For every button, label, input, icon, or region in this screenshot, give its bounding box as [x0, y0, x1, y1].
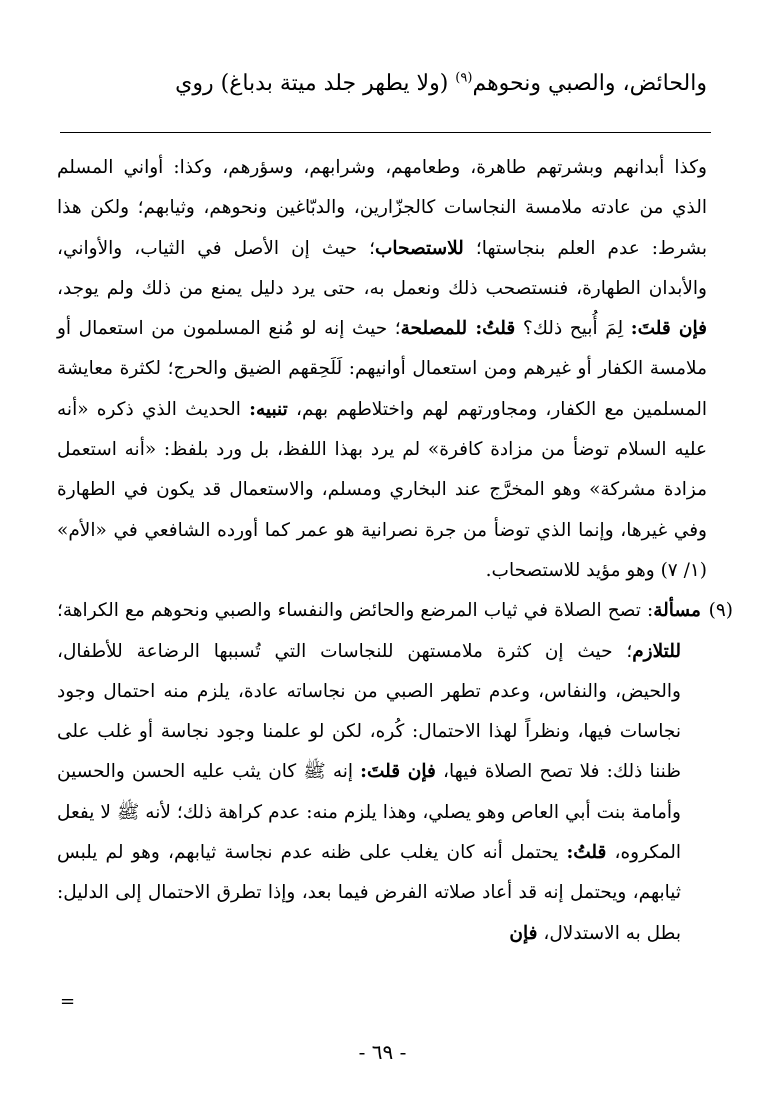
bold-term-tanbih: تنبيه:	[249, 398, 288, 420]
footnote-9: (٩) مسألة: تصح الصلاة في ثياب المرضع والحائض والنفساء والصبي ونحوهم مع الكراهة؛ للتلازم؛ حيث إن كثرة ملامستهن للنجاسات التي تُسببها الرضاعة للأطفال، والحيض، والنفاس، وعدم تطهر الصبي من نجاساته عادة، يلزم منه احتمال وجود نجاسات فيها، ونظراً لهذا الاحتمال: كُره، لكن لو علمنا وجود نجاسة أو غلب على ظننا ذلك: فلا تصح الصلاة فيها، فإن قلتَ: إنه ﷺ كان يثب عليه الحسن والحسين وأمامة بنت أبي العاص وهو يصلي، وهذا يلزم منه: عدم كراهة ذلك؛ لأنه ﷺ لا يفعل المكروه، قلتُ: يحتمل أنه كان يغلب على ظنه عدم نجاسة ثيابهم، وهو لم يلبس ثيابهم، ويحتمل إنه قد أعاد صلاته الفرض فيما بعد، وإذا تطرق الاحتمال إلى الدليل: بطل به الاستدلال، فإن	[57, 600, 733, 944]
main-text-line	[55, 64, 707, 104]
footnote-text: وكذا أبدانهم وبشرتهم طاهرة، وطعامهم، وشرابهم، وسؤرهم، وكذا: أواني المسلم الذي من عادته ملامسة النجاسات كالجزّارين، والدبّاغين ونحوهم، وثيابهم؛ ولكن هذا بشرط: عدم العلم بنجاستها؛	[57, 157, 707, 259]
footnotes-section	[57, 148, 733, 954]
main-text-before: والحائض، والصبي ونحوهم	[472, 71, 707, 96]
footnote-reference: (٩)	[455, 70, 473, 86]
bold-term-qultu: قلتُ:	[475, 318, 516, 340]
footnote-text: ؛ حيث إن كثرة ملامستهن للنجاسات التي تُسببها الرضاعة للأطفال، والحيض، والنفاس، وعدم تطهر الصبي من نجاساته عادة، يلزم منه احتمال وجود نجاسات فيها، ونظراً لهذا الاحتمال: كُره، لكن لو علمنا وجود نجاسة أو غلب على ظننا ذلك: فلا تصح الصلاة فيها،	[57, 640, 681, 783]
bold-term-in: فإن	[509, 922, 538, 944]
footnote-text: ؛ حيث إن الأصل في الثياب، والأواني، والأبدان الطهارة، فنستصحب ذلك ونعمل به، حتى يرد دليل يمنع من ذلك ولم يوجد،	[57, 237, 707, 299]
main-text-after: (ولا يطهر جلد ميتة بدباغ) روي	[175, 71, 456, 96]
footnote-text: ؛ حيث إنه لو مُنع المسلمون من استعمال أو ملامسة الكفار أو غيرهم ومن استعمال أوانيهم: لَلَحِقهم الضيق والحرج؛ لكثرة معايشة المسلمين مع الكفار، ومجاورتهم لهم واختلاطهم بهم،	[57, 318, 707, 420]
footnote-text: لِمَ أُبيح ذلك؟	[515, 318, 631, 340]
footnote-text: إنه ﷺ كان يثب عليه الحسن والحسين وأمامة بنت أبي العاص وهو يصلي، وهذا يلزم منه: عدم كراهة ذلك؛ لأنه ﷺ لا يفعل المكروه،	[57, 761, 682, 864]
footnote-continuation	[57, 148, 707, 591]
footnote-text: يحتمل أنه كان يغلب على ظنه عدم نجاسة ثيابهم، وهو لم يلبس ثيابهم، ويحتمل إنه قد أعاد صلاته الفرض فيما بعد، وإذا تطرق الاحتمال إلى الدليل: بطل به الاستدلال،	[57, 842, 681, 944]
continuation-mark: =	[60, 991, 76, 1012]
bold-term-talazum: للتلازم	[632, 640, 681, 662]
footnote-text: : تصح الصلاة في ثياب المرضع والحائض والنفساء والصبي ونحوهم مع الكراهة؛	[57, 600, 654, 622]
bold-term-qultu: قلتُ:	[566, 842, 607, 864]
bold-term-in-qulta: فإن قلتَ:	[630, 318, 707, 340]
footnote-text: الحديث الذي ذكره «أنه عليه السلام توضأ من مزادة كافرة» لم يرد بهذا اللفظ، بل ورد بلفظ: «أنه استعمل مزادة مشركة» وهو المخرَّج عند البخاري ومسلم، والاستعمال قد يكون في الطهارة وفي غيرها، وإنما الذي توضأ من جرة نصرانية هو عمر كما أورده الشافعي في «الأم» (١/ ٧) وهو مؤيد للاستصحاب.	[57, 398, 707, 581]
page-number: - ٦٩ -	[358, 1040, 407, 1064]
bold-term-in-qulta: فإن قلتَ:	[360, 761, 436, 783]
bold-term-istishab: للاستصحاب	[375, 237, 464, 259]
footnote-separator	[60, 132, 711, 133]
bold-term-masala: مسألة	[653, 600, 701, 622]
bold-term-maslaha: للمصلحة	[400, 318, 476, 340]
